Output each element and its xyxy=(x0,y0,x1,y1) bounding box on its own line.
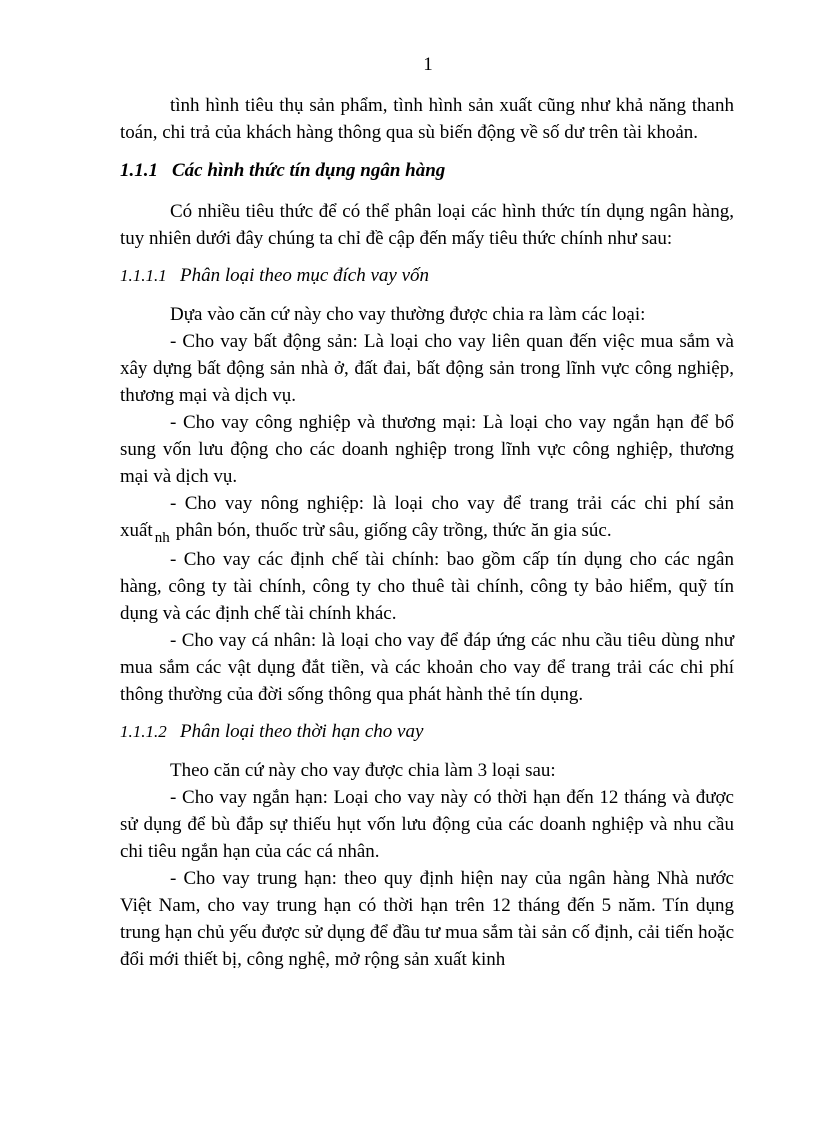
section-heading-1-1-1-2 xyxy=(120,718,734,745)
paragraph-text: - Cho vay nông nghiệp: là loại cho vay để trang trải các chi phí sản xuất xyxy=(120,493,734,541)
paragraph: - Cho vay cá nhân: là loại cho vay để đáp ứng các nhu cầu tiêu dùng như mua sắm các vật dụng đắt tiền, và các khoản cho vay để trang trải các chi phí thông thường của đời sống thông qua phát hành thẻ tín dụng. xyxy=(120,630,734,705)
section-number: 1.1.1.1 xyxy=(120,266,167,285)
paragraph: - Cho vay các định chế tài chính: bao gồm cấp tín dụng cho các ngân hàng, công ty tài chính, công ty cho thuê tài chính, công ty bảo hiểm, quỹ tín dụng và các định chế tài chính khác. xyxy=(120,549,734,624)
paragraph: Theo căn cứ này cho vay được chia làm 3 loại sau: xyxy=(170,760,556,781)
paragraph: tình hình tiêu thụ sản phẩm, tình hình sản xuất cũng như khả năng thanh toán, chi trả của khách hàng thông qua sù biến động về số dư trên tài khoản. xyxy=(120,95,734,143)
paragraph xyxy=(120,490,734,546)
section-title: Các hình thức tín dụng ngân hàng xyxy=(172,160,446,181)
paragraph-text: phân bón, thuốc trừ sâu, giống cây trồng, thức ăn gia súc. xyxy=(175,520,612,541)
paragraph: Có nhiều tiêu thức để có thể phân loại các hình thức tín dụng ngân hàng, tuy nhiên dưới đây chúng ta chỉ đề cập đến mấy tiêu thức chính như sau: xyxy=(120,201,734,249)
page-number: 1 xyxy=(423,54,433,75)
subscript-fragment: nh xyxy=(154,530,170,546)
paragraph: - Cho vay ngắn hạn: Loại cho vay này có thời hạn đến 12 tháng và được sử dụng để bù đắp sự thiếu hụt vốn lưu động của các doanh nghiệp và nhu cầu chi tiêu ngắn hạn của các cá nhân. xyxy=(120,787,734,862)
paragraph: - Cho vay trung hạn: theo quy định hiện nay của ngân hàng Nhà nước Việt Nam, cho vay trung hạn có thời hạn trên 12 tháng đến 5 năm. Tín dụng trung hạn chủ yếu được sử dụng để đầu tư mua sắm tài sản cố định, cải tiến hoặc đổi mới thiết bị, công nghệ, mở rộng sản xuất kinh xyxy=(120,868,734,970)
section-title: Phân loại theo mục đích vay vốn xyxy=(180,265,430,286)
paragraph: - Cho vay bất động sản: Là loại cho vay liên quan đến việc mua sắm và xây dựng bất động sản nhà ở, đất đai, bất động sản trong lĩnh vực công nghiệp, thương mại và dịch vụ. xyxy=(120,331,734,406)
paragraph: - Cho vay công nghiệp và thương mại: Là loại cho vay ngắn hạn để bổ sung vốn lưu động cho các doanh nghiệp trong lĩnh vực công nghiệp, thương mại và dịch vụ. xyxy=(120,412,734,487)
section-number: 1.1.1 xyxy=(120,160,158,181)
paragraph: Dựa vào căn cứ này cho vay thường được chia ra làm các loại: xyxy=(170,304,646,325)
section-heading-1-1-1 xyxy=(120,157,734,184)
section-heading-1-1-1-1 xyxy=(120,262,734,289)
section-title: Phân loại theo thời hạn cho vay xyxy=(180,721,424,742)
page-content xyxy=(120,92,734,973)
section-number: 1.1.1.2 xyxy=(120,722,167,741)
